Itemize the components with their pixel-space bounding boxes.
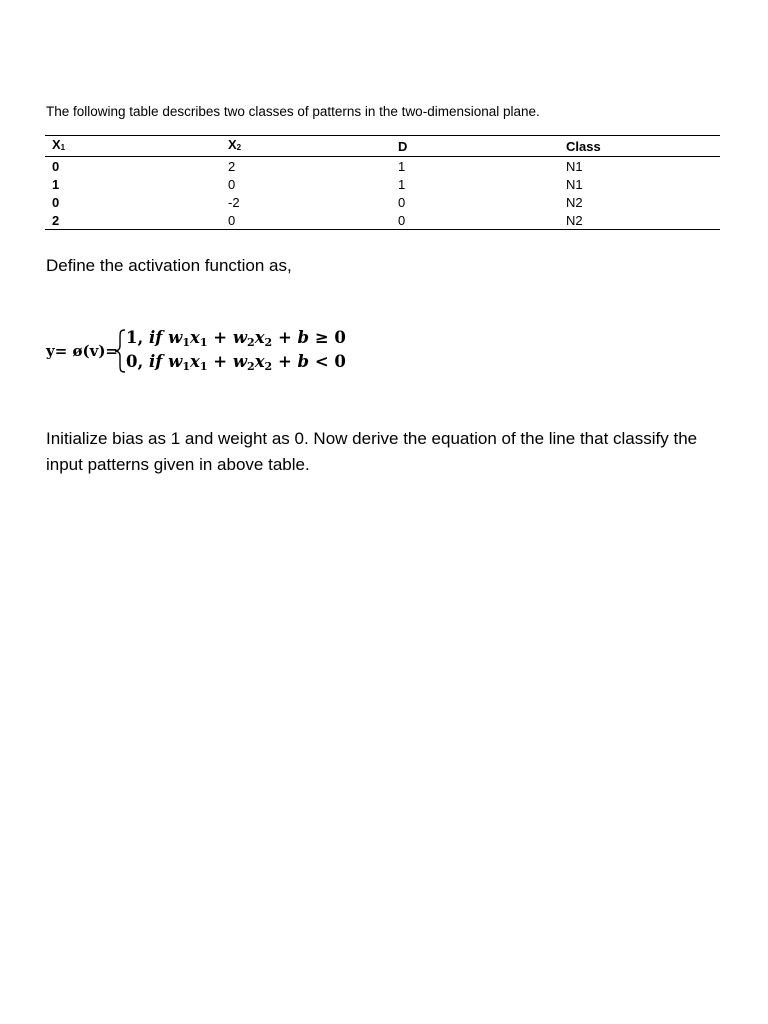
cell-class: N2 — [566, 194, 583, 210]
w2: w — [232, 328, 248, 347]
w1-sub: 1 — [182, 336, 190, 349]
intro-text: The following table describes two classes of patterns in the two-dimensional plane. — [46, 104, 540, 119]
w1: w — [168, 328, 183, 347]
instruction-text: Initialize bias as 1 and weight as 0. Now derive the equation of the line that classify the input patterns given in above table. — [46, 429, 698, 474]
x1: x — [189, 352, 200, 371]
bias-b: b — [297, 328, 310, 347]
cell-d: 1 — [398, 158, 406, 174]
formula-case-1 — [126, 328, 346, 349]
plus-1: + — [213, 328, 228, 347]
w1: w — [168, 352, 183, 371]
x2-sub: 2 — [264, 360, 273, 373]
w2-sub: 2 — [247, 336, 255, 349]
cell-x2: -2 — [228, 194, 240, 210]
case2-if: if — [148, 352, 163, 371]
formula-lhs: y= ø(v)= — [46, 342, 118, 360]
cell-x1: 1 — [52, 176, 60, 192]
case2-value: 0, — [126, 352, 149, 371]
x2: x — [254, 352, 265, 371]
cell-class: N1 — [566, 158, 583, 174]
w1-sub: 1 — [182, 360, 190, 373]
header-x1: X1 — [52, 137, 66, 152]
activation-heading: Define the activation function as, — [46, 256, 292, 275]
cell-class: N2 — [566, 212, 583, 228]
x1-sub: 1 — [199, 336, 208, 349]
x1-sub: 1 — [199, 360, 208, 373]
x1: x — [189, 328, 200, 347]
w2: w — [232, 352, 248, 371]
header-d: D — [398, 138, 408, 154]
cell-d: 1 — [398, 176, 406, 192]
cell-x2: 0 — [228, 176, 236, 192]
bias-b: b — [297, 352, 310, 371]
plus-2: + — [277, 328, 292, 347]
left-brace-icon — [114, 328, 126, 374]
case1-condition: ≥ 0 — [314, 328, 346, 347]
cell-x2: 0 — [228, 212, 236, 228]
x2-sub: 2 — [264, 336, 273, 349]
cell-d: 0 — [398, 212, 406, 228]
table-row — [45, 175, 720, 193]
case1-value: 1, — [126, 328, 149, 347]
case2-condition: < 0 — [314, 352, 346, 371]
formula-case-2 — [126, 352, 346, 373]
cell-x1: 0 — [52, 158, 60, 174]
table-row — [45, 211, 720, 230]
case1-if: if — [148, 328, 163, 347]
table-row — [45, 157, 720, 176]
plus-1: + — [213, 352, 228, 371]
cell-x1: 2 — [52, 212, 60, 228]
cell-x2: 2 — [228, 158, 236, 174]
table-row — [45, 193, 720, 211]
header-class: Class — [566, 138, 601, 154]
cell-class: N1 — [566, 176, 583, 192]
cell-x1: 0 — [52, 194, 60, 210]
x2: x — [254, 328, 265, 347]
plus-2: + — [277, 352, 292, 371]
patterns-table — [45, 135, 720, 230]
cell-d: 0 — [398, 194, 406, 210]
table-header-row — [45, 136, 720, 157]
header-x2: X2 — [228, 137, 242, 152]
w2-sub: 2 — [247, 360, 255, 373]
